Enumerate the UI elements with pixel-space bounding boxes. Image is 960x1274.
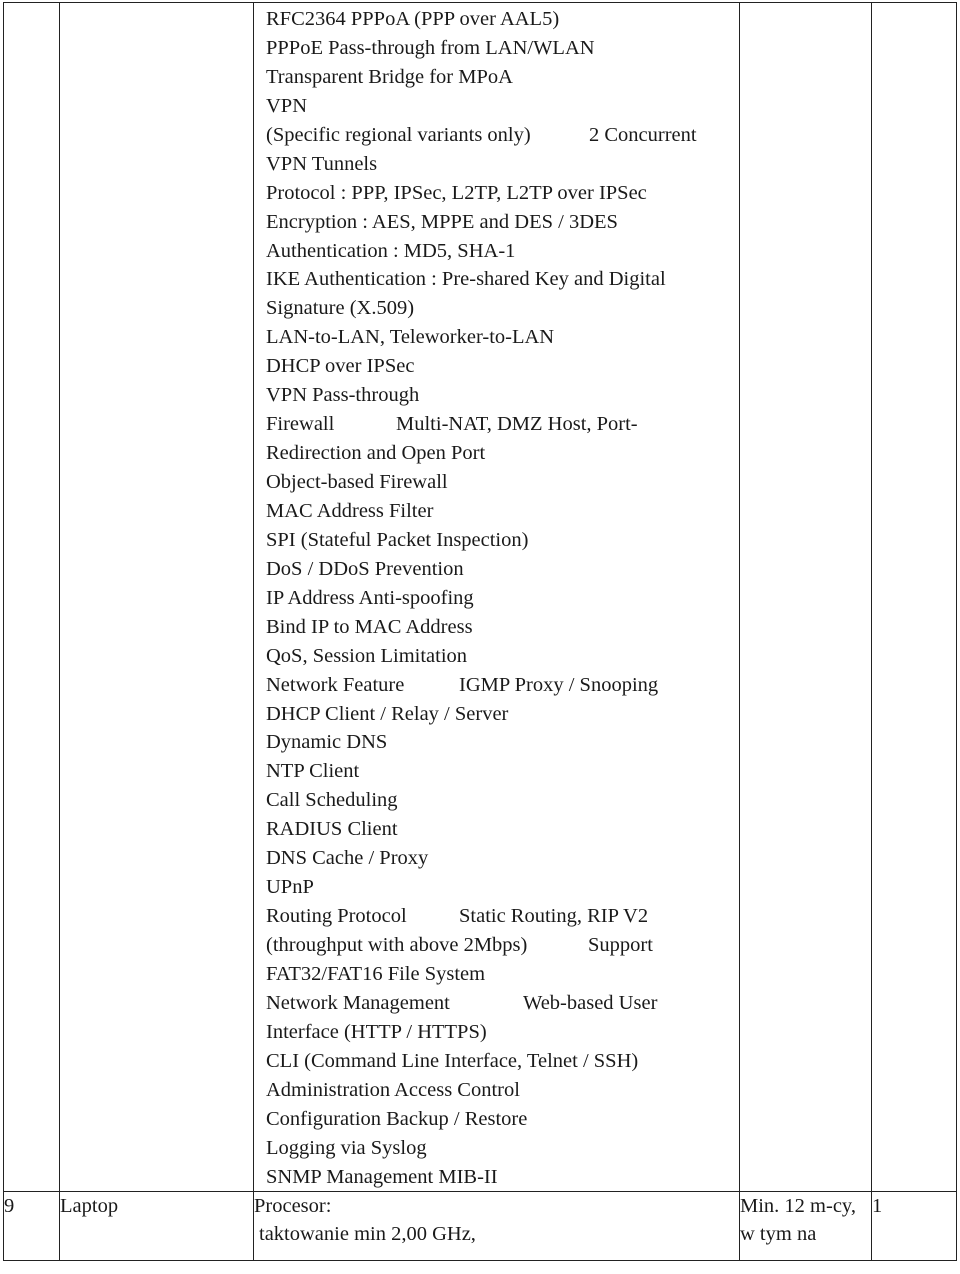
spec-line-text: Encryption : AES, MPPE and DES / 3DES <box>266 210 618 233</box>
router-spec-row <box>4 3 957 1192</box>
spec-line-text: DNS Cache / Proxy <box>266 847 429 870</box>
spec-line <box>266 323 739 352</box>
name-cell-empty <box>60 3 254 1192</box>
spec-line-text: VPN Tunnels <box>266 152 378 175</box>
spec-line-text: FAT32/FAT16 File System <box>266 962 486 985</box>
spec-line-text: Redirection and Open Port <box>266 442 486 465</box>
spec-line-value: Support <box>588 934 653 956</box>
spec-line-value: Web-based User <box>523 991 658 1014</box>
spec-line <box>266 150 739 179</box>
spec-line-text: (Specific regional variants only) <box>266 123 531 146</box>
spec-line <box>266 1163 739 1192</box>
spec-line-text: Logging via Syslog <box>266 1136 427 1159</box>
spec-line <box>266 642 739 671</box>
spec-line-text: IP Address Anti-spoofing <box>266 586 474 609</box>
spec-line <box>266 352 739 381</box>
spec-line <box>266 237 739 266</box>
spec-line-text: UPnP <box>266 876 314 899</box>
spec-line-text: Signature (X.509) <box>266 297 415 320</box>
spec-line-text: (throughput with above 2Mbps) <box>266 934 528 956</box>
spec-line-text: LAN-to-LAN, Teleworker-to-LAN <box>266 326 555 349</box>
spec-line-text: Network Feature <box>266 673 405 696</box>
quantity-cell <box>872 1192 957 1261</box>
spec-line <box>266 92 739 121</box>
spec-line-text: MAC Address Filter <box>266 499 434 522</box>
spec-line-text: Bind IP to MAC Address <box>266 615 473 638</box>
spec-line-text: Protocol : PPP, IPSec, L2TP, L2TP over IPSec <box>266 181 647 204</box>
spec-line <box>266 208 739 237</box>
requirement-cell-empty <box>740 3 872 1192</box>
spec-lines <box>254 3 739 1191</box>
spec-line <box>266 439 739 468</box>
spec-line <box>266 1076 739 1105</box>
warranty-cell <box>740 1192 872 1261</box>
spec-line-text: NTP Client <box>266 760 360 783</box>
spec-line-text: Firewall <box>266 413 335 436</box>
spec-line <box>266 555 739 584</box>
spec-line <box>266 1047 739 1076</box>
spec-line <box>266 497 739 526</box>
spec-line-text: Interface (HTTP / HTTPS) <box>266 1020 487 1043</box>
spec-line <box>266 5 739 34</box>
warranty-line: Min. 12 m-cy, <box>740 1195 856 1218</box>
spec-line <box>266 786 739 815</box>
spec-line-value: 2 Concurrent <box>589 123 697 146</box>
spec-line-text: IKE Authentication : Pre-shared Key and Digital <box>266 268 666 291</box>
spec-line-text: VPN Pass-through <box>266 384 420 407</box>
laptop-description-cell <box>254 1192 740 1261</box>
spec-line-text: Routing Protocol <box>266 905 407 928</box>
spec-line <box>266 410 739 439</box>
spec-line-text: Configuration Backup / Restore <box>266 1107 528 1130</box>
quantity-cell-empty <box>872 3 957 1192</box>
spec-line <box>266 34 739 63</box>
spec-line-text: Object-based Firewall <box>266 471 448 493</box>
spec-line <box>266 902 739 931</box>
spec-line-text: VPN <box>266 94 308 117</box>
spec-line-text: Dynamic DNS <box>266 731 388 754</box>
description-cell <box>254 3 740 1192</box>
spec-line <box>266 179 739 208</box>
spec-line-text: SNMP Management MIB-II <box>266 1165 498 1188</box>
spec-line <box>266 960 739 989</box>
laptop-row <box>4 1192 957 1261</box>
spec-line <box>266 63 739 92</box>
spec-line <box>266 121 739 150</box>
spec-line <box>266 1105 739 1134</box>
spec-line <box>266 844 739 873</box>
spec-line-text: DoS / DDoS Prevention <box>266 557 464 580</box>
spec-line-text: SPI (Stateful Packet Inspection) <box>266 528 529 551</box>
spec-line-value: Static Routing, RIP V2 <box>459 905 649 928</box>
spec-line-text: QoS, Session Limitation <box>266 644 468 667</box>
spec-line-text: Authentication : MD5, SHA-1 <box>266 239 516 262</box>
item-name: Laptop <box>60 1195 119 1218</box>
spec-line <box>266 931 739 960</box>
spec-line <box>266 728 739 757</box>
spec-line-text: Network Management <box>266 991 450 1014</box>
spec-line-text: Transparent Bridge for MPoA <box>266 65 513 88</box>
row-number: 9 <box>4 1195 15 1218</box>
spec-line-text: DHCP over IPSec <box>266 355 415 378</box>
number-cell-empty <box>4 3 60 1192</box>
spec-line <box>266 873 739 902</box>
spec-line-text: PPPoE Pass-through from LAN/WLAN <box>266 36 595 59</box>
spec-line-text: CLI (Command Line Interface, Telnet / SSH) <box>266 1049 639 1072</box>
spec-line <box>266 700 739 729</box>
item-name-cell <box>60 1192 254 1261</box>
spec-line <box>266 265 739 294</box>
spec-line <box>266 757 739 786</box>
spec-line-text: Administration Access Control <box>266 1078 520 1101</box>
description-line: taktowanie min 2,00 GHz, <box>259 1223 476 1246</box>
spec-line-text: Call Scheduling <box>266 789 398 812</box>
spec-line <box>266 584 739 613</box>
row-number-cell <box>4 1192 60 1261</box>
spec-line <box>266 815 739 844</box>
spec-line-text: RFC2364 PPPoA (PPP over AAL5) <box>266 8 560 30</box>
description-line: Procesor: <box>254 1195 332 1218</box>
spec-line-value: IGMP Proxy / Snooping <box>459 673 659 696</box>
spec-line-text: RADIUS Client <box>266 818 398 841</box>
spec-line-value: Multi-NAT, DMZ Host, Port- <box>396 413 638 436</box>
spec-line <box>266 381 739 410</box>
warranty-line: w tym na <box>740 1223 817 1246</box>
spec-line <box>266 989 739 1018</box>
spec-line <box>266 613 739 642</box>
spec-line-text: DHCP Client / Relay / Server <box>266 702 509 725</box>
spec-line <box>266 671 739 700</box>
spec-line <box>266 468 739 497</box>
spec-line <box>266 1134 739 1163</box>
quantity: 1 <box>872 1195 883 1218</box>
spec-line <box>266 294 739 323</box>
spec-line <box>266 1018 739 1047</box>
spec-line <box>266 526 739 555</box>
specification-table <box>3 2 957 1261</box>
